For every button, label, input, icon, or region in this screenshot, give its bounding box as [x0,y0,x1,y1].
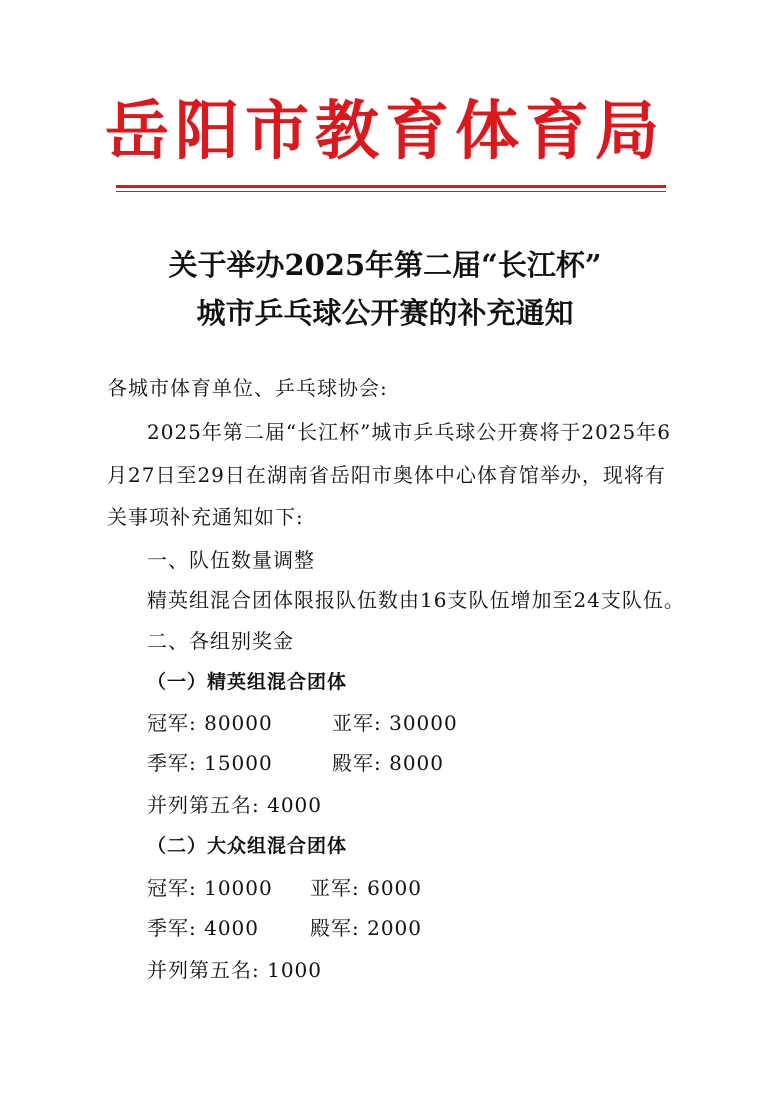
document-title-line-1: 关于举办2025年第二届“长江杯” [168,248,602,282]
public-third-prize: 季军: 4000 [147,916,259,940]
elite-third-prize: 季军: 15000 [147,751,273,775]
intro-line-3: 关事项补充通知如下: [107,505,304,529]
document-title-line-2: 城市乒乓球公开赛的补充通知 [196,296,574,330]
masthead-rule-thin [116,191,666,192]
masthead-rule-thick [116,185,666,188]
public-runner-up-prize: 亚军: 6000 [310,876,422,900]
salutation: 各城市体育单位、乒乓球协会: [107,376,388,400]
elite-champion-prize: 冠军: 80000 [147,711,273,735]
section-2-heading: 二、各组别奖金 [147,629,294,653]
public-fourth-prize: 殿军: 2000 [310,916,422,940]
intro-line-1: 2025年第二届“长江杯”城市乒乓球公开赛将于2025年6 [147,420,671,444]
public-champion-prize: 冠军: 10000 [147,876,273,900]
elite-fourth-prize: 殿军: 8000 [332,751,444,775]
elite-fifth-prize: 并列第五名: 4000 [147,793,322,817]
section-1-text: 精英组混合团体限报队伍数由16支队伍增加至24支队伍。 [147,588,685,612]
section-1-heading: 一、队伍数量调整 [147,548,315,572]
group-public-title: （二）大众组混合团体 [147,835,348,857]
intro-line-2: 月27日至29日在湖南省岳阳市奥体中心体育馆举办，现将有 [107,463,666,487]
elite-runner-up-prize: 亚军: 30000 [332,711,458,735]
masthead-org-name: 岳阳市教育体育局 [105,94,665,169]
group-elite-title: （一）精英组混合团体 [147,671,348,693]
public-fifth-prize: 并列第五名: 1000 [147,958,322,982]
